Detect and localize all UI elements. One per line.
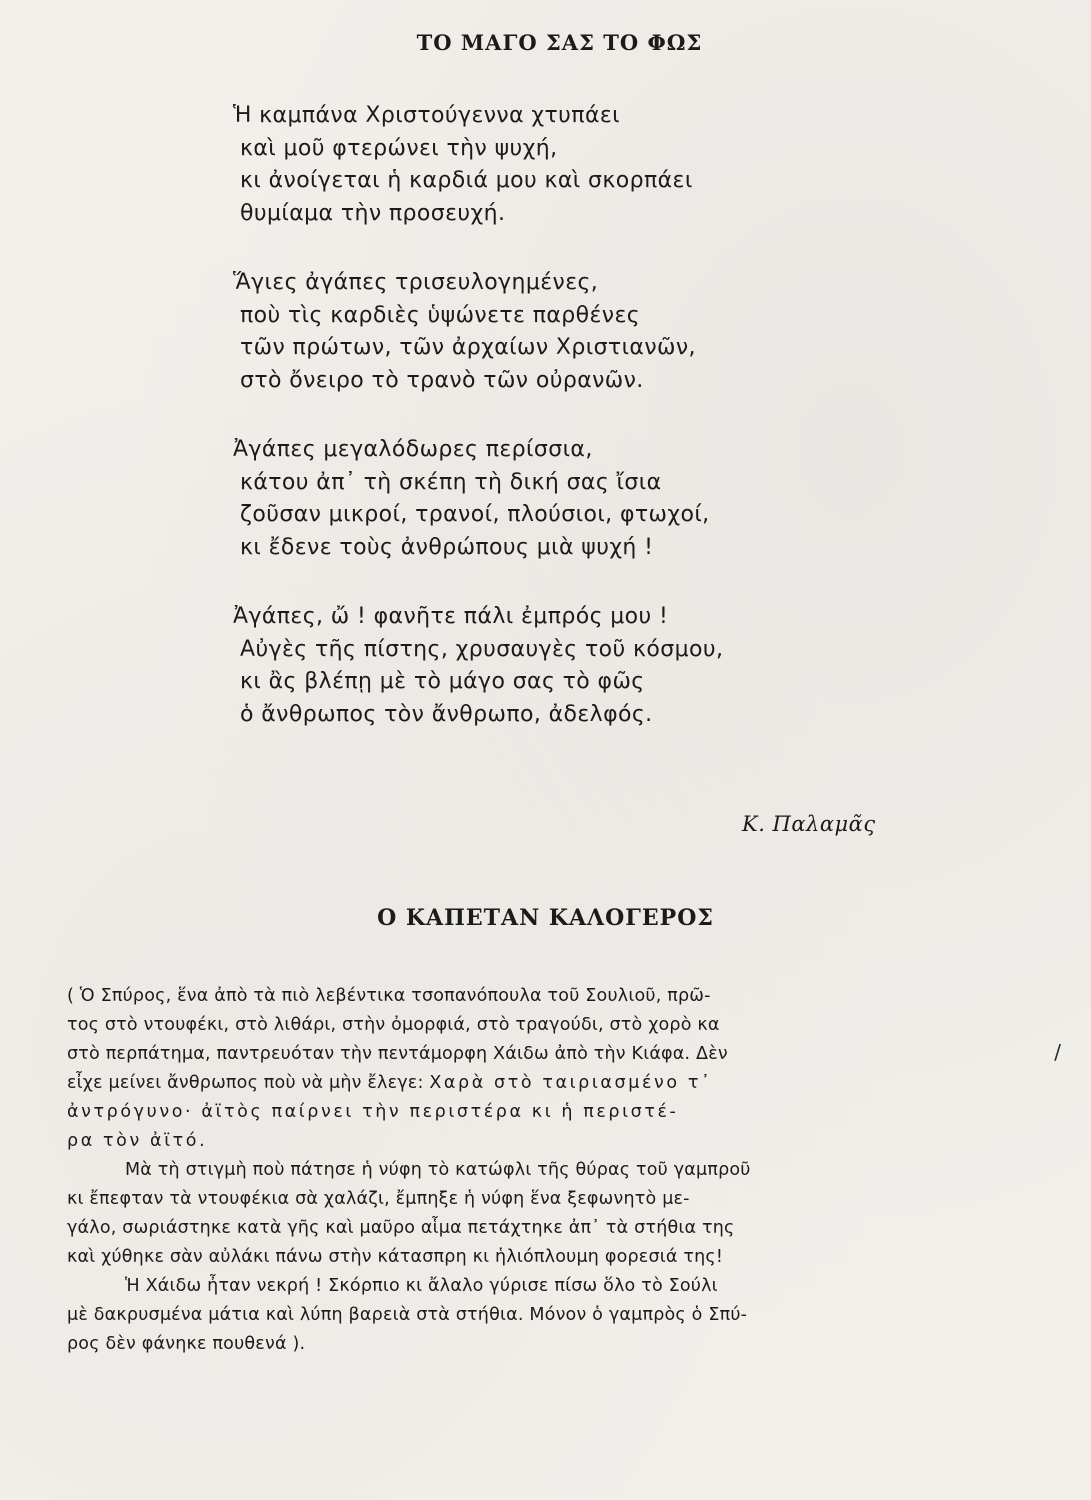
story-quote: ρα τὸν ἀϊτό.	[67, 1131, 208, 1151]
story-line: ( Ὁ Σπύρος, ἕνα ἀπὸ τὰ πιὸ λεβέντικα τσοπανόπουλα τοῦ Σουλιοῦ, πρῶ-	[67, 986, 711, 1006]
story-line: στὸ περπάτημα, παντρευόταν τὴν πεντάμορφη Χάιδω ἀπὸ τὴν Κιάφα. Δὲν	[67, 1044, 728, 1064]
poem-line: ποὺ τὶς καρδιὲς ὑψώνετε παρθένες	[240, 302, 641, 328]
poem-stanza	[233, 434, 723, 564]
poem-line: κι ἂς βλέπῃ μὲ τὸ μάγο σας τὸ φῶς	[240, 669, 645, 694]
story-quote: ἀντρόγυνο· ἀϊτὸς παίρνει τὴν περιστέρα κι ἡ περιστέ-	[67, 1102, 679, 1122]
poem-line: καὶ μοῦ φτερώνει τὴν ψυχή,	[240, 135, 558, 161]
poem-stanza	[233, 100, 723, 230]
story-line: ρος δὲν φάνηκε πουθενά ).	[67, 1334, 306, 1354]
story-title: Ο ΚΑΠΕΤΑΝ ΚΑΛΟΓΕΡΟΣ	[377, 905, 714, 931]
poem-stanza	[233, 267, 723, 397]
story-line	[67, 1069, 1042, 1098]
story-line: μὲ δακρυσμένα μάτια καὶ λύπη βαρειὰ στὰ στήθια. Μόνον ὁ γαμπρὸς ὁ Σπύ-	[67, 1305, 748, 1325]
story-intro-text	[67, 982, 1042, 1359]
poem-line: στὸ ὄνειρο τὸ τρανὸ τῶν οὐρανῶν.	[240, 367, 644, 393]
poem-line: Αὐγὲς τῆς πίστης, χρυσαυγὲς τοῦ κόσμου,	[240, 636, 724, 662]
poem-author-signature: Κ. Παλαμᾶς	[742, 812, 876, 836]
poem-line: Ἅγιες ἀγάπες τρισευλογημένες,	[233, 270, 599, 295]
poem-line: τῶν πρώτων, τῶν ἀρχαίων Χριστιανῶν,	[240, 335, 696, 360]
story-line: Ἡ Χάιδω ἦταν νεκρή ! Σκόρπιο κι ἄλαλο γύρισε πίσω ὅλο τὸ Σούλι	[125, 1276, 718, 1296]
poem-line: κι ἀνοίγεται ἡ καρδιά μου καὶ σκορπάει	[240, 168, 693, 193]
story-line: γάλο, σωριάστηκε κατὰ γῆς καὶ μαῦρο αἷμα πετάχτηκε ἀπ᾽ τὰ στήθια της	[67, 1218, 735, 1238]
story-line: Μὰ τὴ στιγμὴ ποὺ πάτησε ἡ νύφη τὸ κατώφλι τῆς θύρας τοῦ γαμπροῦ	[125, 1160, 751, 1180]
poem-line: κι ἔδενε τοὺς ἀνθρώπους μιὰ ψυχή !	[240, 534, 654, 560]
poem-line: Ἡ καμπάνα Χριστούγεννα χτυπάει	[233, 103, 620, 128]
story-quote: Χαρὰ στὸ ταιριασμένο τ᾽	[429, 1073, 713, 1093]
margin-mark: /	[1054, 1040, 1061, 1064]
story-line: τος στὸ ντουφέκι, στὸ λιθάρι, στὴν ὀμορφιά, στὸ τραγούδι, στὸ χορὸ κα	[67, 1015, 720, 1035]
story-line-text: εἶχε μείνει ἄνθρωπος ποὺ νὰ μὴν ἔλεγε:	[67, 1073, 424, 1093]
poem-line: θυμίαμα τὴν προσευχή.	[240, 200, 506, 226]
story-line: κι ἔπεφταν τὰ ντουφέκια σὰ χαλάζι, ἔμπηξε ἡ νύφη ἕνα ξεφωνητὸ με-	[67, 1189, 690, 1209]
poem-stanza	[233, 601, 724, 731]
poem-title: ΤΟ ΜΑΓΟ ΣΑΣ ΤΟ ΦΩΣ	[416, 30, 703, 55]
poem-line: ζοῦσαν μικροί, τρανοί, πλούσιοι, φτωχοί,	[240, 502, 710, 527]
poem-line: κάτου ἀπ᾽ τὴ σκέπη τὴ δική σας ἴσια	[240, 469, 662, 495]
poem-line: ὁ ἄνθρωπος τὸν ἄνθρωπο, ἀδελφός.	[240, 701, 653, 727]
poem-line: Ἀγάπες, ὤ ! φανῆτε πάλι ἐμπρός μου !	[233, 604, 669, 629]
poem-line: Ἀγάπες μεγαλόδωρες περίσσια,	[233, 437, 593, 462]
story-line: καὶ χύθηκε σὰν αὐλάκι πάνω στὴν κάτασπρη κι ἡλιόπλουμη φορεσιά της!	[67, 1247, 724, 1267]
poem-body	[233, 100, 724, 768]
